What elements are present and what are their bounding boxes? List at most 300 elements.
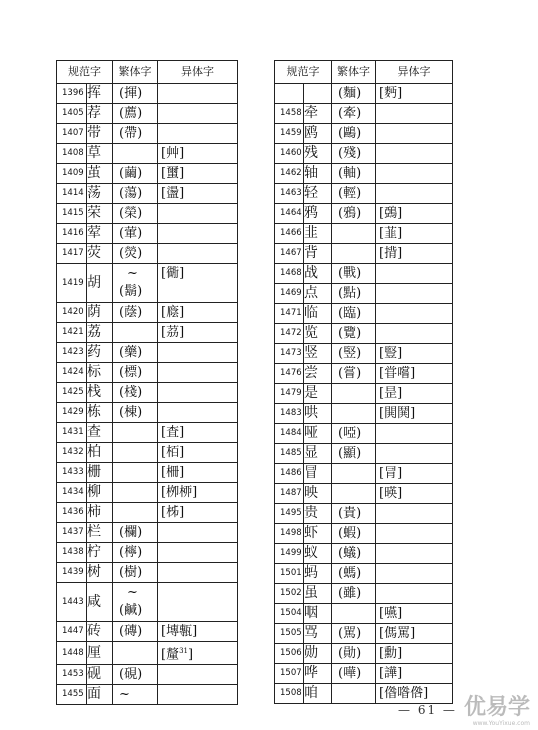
standard-char-text: 残 <box>304 145 318 161</box>
variant-char-text: [傌罵] <box>379 626 416 641</box>
standard-char-text: 查 <box>87 424 101 440</box>
row-number-text: 1502 <box>280 588 302 598</box>
standard-char <box>304 564 332 584</box>
variant-char-text: [艸] <box>161 146 185 161</box>
right-table <box>274 60 453 704</box>
variant-char <box>376 564 453 584</box>
table-row <box>275 524 453 544</box>
header-var: 异体字 <box>376 61 453 84</box>
traditional-char <box>113 503 158 523</box>
traditional-char <box>332 664 376 684</box>
standard-char-text: 药 <box>87 344 101 360</box>
standard-char <box>87 403 113 423</box>
row-number-text: 1504 <box>280 608 302 618</box>
traditional-char-text: (輕) <box>338 186 362 201</box>
standard-char-text: 柏 <box>87 444 101 460</box>
variant-char <box>158 204 238 224</box>
traditional-char-text: (雖) <box>338 586 362 601</box>
standard-char-text: 荫 <box>87 304 101 320</box>
row-number <box>57 323 87 343</box>
row-number <box>57 583 87 622</box>
row-number-text: 1466 <box>280 228 302 238</box>
row-number-text: 1447 <box>62 626 84 636</box>
row-number-text: 1409 <box>62 168 84 178</box>
row-number-text: 1498 <box>280 528 302 538</box>
variant-char <box>376 224 453 244</box>
traditional-char <box>113 463 158 483</box>
standard-char-text: 蚁 <box>304 545 318 561</box>
standard-char <box>87 503 113 523</box>
row-number <box>275 524 304 544</box>
header-var: 异体字 <box>158 61 238 84</box>
row-number-text: 1495 <box>280 508 302 518</box>
traditional-char <box>332 104 376 124</box>
standard-char-text: 点 <box>304 285 318 301</box>
standard-char-text: 咽 <box>304 605 318 621</box>
variant-char <box>158 423 238 443</box>
standard-char <box>304 664 332 684</box>
traditional-char <box>332 444 376 464</box>
variant-char-text: [栁桺] <box>161 485 198 500</box>
standard-char-text: 轴 <box>304 165 318 181</box>
variant-char <box>376 604 453 624</box>
standard-char-text: 胡 <box>87 274 101 291</box>
standard-char <box>87 483 113 503</box>
standard-char-text: 带 <box>87 125 101 141</box>
variant-char <box>158 144 238 164</box>
variant-char <box>376 684 453 704</box>
table-row <box>275 484 453 504</box>
table-row <box>57 685 238 705</box>
standard-char-text: 尝 <box>304 365 318 381</box>
variant-char <box>376 484 453 504</box>
variant-char <box>376 464 453 484</box>
traditional-char <box>113 483 158 503</box>
table-row <box>57 184 238 204</box>
row-number <box>57 403 87 423</box>
traditional-char <box>113 104 158 124</box>
variant-char <box>158 523 238 543</box>
traditional-char-text: (揮) <box>119 86 143 101</box>
traditional-char <box>113 363 158 383</box>
variant-char <box>158 583 238 622</box>
standard-char <box>304 684 332 704</box>
traditional-char-text: (蕩) <box>119 186 143 201</box>
table-row <box>57 303 238 323</box>
row-number-text: 1437 <box>62 527 84 537</box>
variant-char-text: [麪] <box>379 86 403 101</box>
standard-char-text: 标 <box>87 364 101 380</box>
variant-char <box>158 483 238 503</box>
standard-char <box>87 583 113 622</box>
traditional-char-text: (帶) <box>119 126 143 141</box>
row-number <box>275 164 304 184</box>
traditional-char <box>332 224 376 244</box>
row-number-text: 1483 <box>280 408 302 418</box>
standard-char <box>87 164 113 184</box>
standard-char <box>87 343 113 363</box>
table-row <box>275 604 453 624</box>
row-number-text: 1459 <box>280 128 302 138</box>
traditional-char-text: (點) <box>338 286 362 301</box>
standard-char-text: 哑 <box>304 425 318 441</box>
row-number <box>57 463 87 483</box>
variant-char <box>158 503 238 523</box>
row-number-text: 1469 <box>280 288 302 298</box>
row-number-text: 1423 <box>62 347 84 357</box>
row-number-text: 1419 <box>62 277 84 288</box>
table-row <box>57 204 238 224</box>
standard-char-text: 栈 <box>87 384 101 400</box>
variant-char-text: [嚥] <box>379 606 403 621</box>
variant-char <box>158 642 238 665</box>
table-row <box>275 304 453 324</box>
table-row <box>275 464 453 484</box>
row-number <box>57 104 87 124</box>
standard-char <box>304 164 332 184</box>
row-number <box>57 264 87 303</box>
traditional-char <box>113 164 158 184</box>
traditional-char <box>113 403 158 423</box>
standard-char <box>304 304 332 324</box>
row-number-text: 1460 <box>280 148 302 158</box>
standard-char-text: 是 <box>304 385 318 401</box>
traditional-char <box>332 84 376 104</box>
traditional-char-text: (竪) <box>338 346 362 361</box>
traditional-char <box>113 323 158 343</box>
table-row <box>275 404 453 424</box>
standard-char <box>87 184 113 204</box>
traditional-char <box>113 543 158 563</box>
traditional-char <box>113 423 158 443</box>
standard-char <box>304 464 332 484</box>
variant-char-text: [塼甎] <box>161 624 198 639</box>
standard-char-text: 显 <box>304 445 318 461</box>
variant-char-end: ] <box>188 647 194 663</box>
table-row <box>275 84 453 104</box>
variant-char <box>158 343 238 363</box>
variant-char <box>158 244 238 264</box>
standard-char <box>304 644 332 664</box>
row-number-text: 1501 <box>280 568 302 578</box>
traditional-char <box>113 84 158 104</box>
row-number-text: 1486 <box>280 468 302 478</box>
variant-char-text: [譁] <box>379 666 403 681</box>
traditional-char-text: (鷗) <box>338 126 362 141</box>
traditional-char <box>332 164 376 184</box>
row-number <box>275 444 304 464</box>
row-number-text: 1429 <box>62 407 84 417</box>
variant-char-text: [昰] <box>379 386 403 401</box>
traditional-char <box>332 264 376 284</box>
variant-char-text: [冐] <box>379 466 403 481</box>
row-number <box>57 244 87 264</box>
variant-char <box>376 104 453 124</box>
traditional-char-text: (軸) <box>338 166 362 181</box>
standard-char-text: 荔 <box>87 324 101 340</box>
table-row <box>275 544 453 564</box>
row-number-text: 1506 <box>280 648 302 658</box>
variant-char <box>158 383 238 403</box>
standard-char-text: 竖 <box>304 345 318 361</box>
row-number <box>57 343 87 363</box>
traditional-char <box>113 124 158 144</box>
variant-char <box>158 323 238 343</box>
row-number-text: 1499 <box>280 548 302 558</box>
variant-char <box>376 404 453 424</box>
traditional-char <box>332 184 376 204</box>
traditional-char-text: (繭) <box>119 166 143 181</box>
row-number-text: 1416 <box>62 228 84 238</box>
variant-char <box>158 303 238 323</box>
standard-char-text: 鸦 <box>304 205 318 221</box>
row-number-text: 1463 <box>280 188 302 198</box>
traditional-char <box>332 604 376 624</box>
standard-char <box>87 124 113 144</box>
row-number-text: 1414 <box>62 188 84 198</box>
variant-char <box>158 224 238 244</box>
standard-char-text: 荤 <box>87 225 101 241</box>
traditional-char-text: (臨) <box>338 306 362 321</box>
traditional-char-text: (標) <box>119 365 143 380</box>
standard-char-text: 柿 <box>87 504 101 520</box>
row-number-text: 1472 <box>280 328 302 338</box>
row-number-text: 1439 <box>62 567 84 577</box>
table-row <box>57 224 238 244</box>
variant-char <box>158 363 238 383</box>
standard-char-text: 勋 <box>304 645 318 661</box>
table-row <box>275 344 453 364</box>
variant-char-text: [盪] <box>161 186 185 201</box>
table-row <box>57 523 238 543</box>
row-number-text: 1434 <box>62 487 84 497</box>
table-row <box>57 124 238 144</box>
standard-char <box>304 444 332 464</box>
traditional-char-text: (駡) <box>338 626 362 641</box>
variant-char-text: [栢] <box>161 445 185 460</box>
row-number <box>275 104 304 124</box>
variant-char-text: [暎] <box>379 486 403 501</box>
table-row <box>275 364 453 384</box>
traditional-char <box>113 665 158 685</box>
table-row <box>275 684 453 704</box>
table-row <box>275 144 453 164</box>
table-row <box>57 144 238 164</box>
traditional-char <box>332 464 376 484</box>
table-row <box>275 444 453 464</box>
header-std: 规范字 <box>57 61 113 84</box>
traditional-char <box>113 244 158 264</box>
traditional-char <box>332 284 376 304</box>
row-number <box>275 384 304 404</box>
row-number-text: 1421 <box>62 327 84 337</box>
variant-char-text: [柹] <box>161 505 185 520</box>
table-row <box>275 424 453 444</box>
row-number <box>275 484 304 504</box>
traditional-char-text: (戰) <box>338 266 362 281</box>
row-number <box>275 544 304 564</box>
traditional-char-text: (棧) <box>119 385 143 400</box>
row-number <box>57 665 87 685</box>
variant-char-text: [釐 <box>161 647 180 663</box>
standard-char <box>304 424 332 444</box>
traditional-char <box>113 443 158 463</box>
row-number <box>275 364 304 384</box>
table-row <box>57 543 238 563</box>
variant-char <box>158 184 238 204</box>
standard-char <box>87 665 113 685</box>
standard-char <box>87 642 113 665</box>
variant-char <box>376 584 453 604</box>
standard-char <box>304 344 332 364</box>
standard-char <box>304 144 332 164</box>
table-row <box>275 624 453 644</box>
traditional-char <box>113 184 158 204</box>
traditional-char <box>113 583 158 622</box>
traditional-char-text: ~ <box>127 266 138 281</box>
row-number-text: 1468 <box>280 268 302 278</box>
standard-char-text: 虽 <box>304 585 318 601</box>
standard-char-text: 战 <box>304 265 318 281</box>
variant-char <box>158 665 238 685</box>
row-number <box>275 124 304 144</box>
variant-char <box>158 264 238 303</box>
header-row <box>275 61 453 84</box>
table-row <box>275 264 453 284</box>
standard-char-text: 览 <box>304 325 318 341</box>
traditional-char <box>332 484 376 504</box>
traditional-char <box>332 304 376 324</box>
row-number-text: 1462 <box>280 168 302 178</box>
standard-char-text: 栋 <box>87 404 101 420</box>
row-number <box>275 284 304 304</box>
standard-char-text: 柠 <box>87 544 101 560</box>
standard-char <box>87 204 113 224</box>
left-table <box>56 60 238 705</box>
variant-char <box>158 563 238 583</box>
row-number <box>275 464 304 484</box>
row-number-text: 1507 <box>280 668 302 678</box>
traditional-char-text: (棟) <box>119 405 143 420</box>
row-number-text: 1453 <box>62 669 84 680</box>
traditional-char <box>113 264 158 303</box>
standard-char <box>304 604 332 624</box>
traditional-char <box>113 343 158 363</box>
variant-char-text: [柵] <box>161 465 185 480</box>
variant-char <box>376 184 453 204</box>
standard-char-text: 砚 <box>87 666 101 683</box>
row-number <box>57 303 87 323</box>
row-number-text: 1417 <box>62 248 84 258</box>
table-row <box>57 164 238 184</box>
standard-char <box>87 443 113 463</box>
traditional-char <box>332 504 376 524</box>
traditional-char-text: (榮) <box>119 206 143 221</box>
row-number-text: 1471 <box>280 308 302 318</box>
row-number-text: 1432 <box>62 447 84 457</box>
variant-char <box>376 444 453 464</box>
row-number <box>57 164 87 184</box>
variant-char <box>376 524 453 544</box>
row-number <box>275 224 304 244</box>
standard-char <box>87 323 113 343</box>
table-row <box>57 84 238 104</box>
row-number <box>275 624 304 644</box>
traditional-char <box>113 523 158 543</box>
traditional-char <box>332 364 376 384</box>
row-number-text: 1458 <box>280 108 302 118</box>
variant-char <box>158 403 238 423</box>
row-number-text: 1455 <box>62 689 84 700</box>
standard-char-text: 荐 <box>87 105 101 121</box>
traditional-char-text: (磚) <box>119 624 143 639</box>
row-number <box>275 604 304 624</box>
row-number-text: 1420 <box>62 307 84 317</box>
standard-char <box>304 384 332 404</box>
standard-char <box>304 484 332 504</box>
traditional-char-text: (覽) <box>338 326 362 341</box>
standard-char <box>87 363 113 383</box>
watermark-brand: 优易学 <box>463 695 530 720</box>
variant-char <box>376 384 453 404</box>
variant-char-text: [閧鬨] <box>379 406 416 421</box>
traditional-char-text: ~ <box>119 687 130 703</box>
row-number-text: 1407 <box>62 128 84 138</box>
table-row <box>57 463 238 483</box>
row-number-text: 1476 <box>280 368 302 378</box>
traditional-char-text: (檸) <box>119 545 143 560</box>
traditional-char <box>113 622 158 642</box>
header-std: 规范字 <box>275 61 332 84</box>
standard-char <box>304 504 332 524</box>
standard-char-text: 鸥 <box>304 125 318 141</box>
traditional-char-text: (牽) <box>338 106 362 121</box>
table-row <box>57 563 238 583</box>
standard-char <box>304 104 332 124</box>
traditional-char-text: (啞) <box>338 426 362 441</box>
table-row <box>57 583 238 622</box>
row-number <box>57 503 87 523</box>
variant-char <box>376 424 453 444</box>
standard-char <box>304 544 332 564</box>
row-number <box>57 84 87 104</box>
standard-char <box>87 264 113 303</box>
variant-char <box>376 504 453 524</box>
standard-char <box>304 124 332 144</box>
traditional-char <box>113 144 158 164</box>
page-number: — 61 — <box>398 703 457 717</box>
row-number <box>57 423 87 443</box>
traditional-char <box>332 124 376 144</box>
variant-char <box>158 164 238 184</box>
row-number <box>57 184 87 204</box>
variant-char-text: [蠒] <box>161 166 185 181</box>
standard-char <box>87 244 113 264</box>
traditional-char <box>113 685 158 705</box>
table-row <box>275 664 453 684</box>
traditional-char <box>332 684 376 704</box>
standard-char-text: 栅 <box>87 464 101 480</box>
traditional-char-text: (麵) <box>338 86 362 101</box>
row-number-text: 1505 <box>280 628 302 638</box>
row-number <box>57 443 87 463</box>
standard-char-text: 临 <box>304 305 318 321</box>
row-number <box>57 622 87 642</box>
traditional-char <box>332 404 376 424</box>
traditional-char <box>332 524 376 544</box>
row-number <box>57 642 87 665</box>
row-number <box>275 684 304 704</box>
